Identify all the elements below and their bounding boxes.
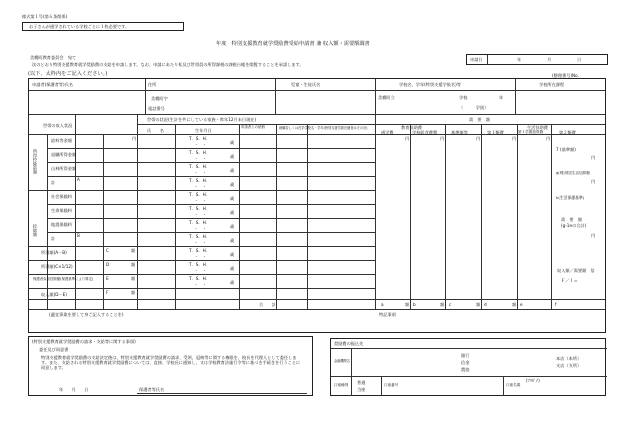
group-income: 所得控除前額 (33, 149, 38, 175)
life-col-2: 第１学期加算費 (518, 130, 544, 134)
bank-type: 農協 (461, 367, 470, 372)
life-note-1: 7 (基準額) (556, 147, 576, 152)
life-col-3: 第２類費 (559, 130, 576, 135)
life-col-1: 第１類費 (487, 130, 504, 135)
bank-header: 奨励費の振込先 (334, 341, 364, 346)
holder-label: 口座名義 (506, 383, 521, 387)
calc-code: D (106, 262, 110, 267)
special-label: 特記事項 (379, 312, 396, 317)
row-label: 退職所得金額 (51, 152, 77, 157)
col-school: 就職若しくは在学学校名・学年(特別支援学級在籍者はその旨) (279, 126, 368, 130)
addressee: 美幌町教育委員会 宛て (30, 55, 77, 60)
consent-sub: 委任及び同意書 (39, 347, 69, 352)
row-label: 地震保険料 (51, 222, 72, 227)
bank-box (330, 338, 606, 396)
holder-field[interactable] (526, 384, 604, 395)
sign-date: 年 月 日 (59, 387, 89, 392)
row-label: 山林所得金額 (51, 166, 77, 171)
consent-body: 特別支援教育就学奨励費の支給決定後は、特別支援教育就学奨励費の請求、受領、返納等に関する権限を、校長を代理人として委任します。また、支給される特別支援教育就学奨励費については、直接、学校長に通知し、又は学校教育法施行令等に基づき手続きを行うことに同意します。 (41, 355, 301, 370)
applicant-name-field[interactable] (31, 91, 143, 113)
class-paren: （ 学級） (459, 105, 489, 110)
note-text: お子さんが通学されている学校ごとに１枚必要です。 (29, 24, 130, 29)
col-name: 氏 名 (147, 128, 164, 133)
bank-type: 信金 (461, 360, 470, 365)
calc-label: 所得額(A－B) (41, 250, 67, 255)
col-birth: 生年月日 (195, 128, 212, 133)
child-name-field[interactable] (277, 91, 373, 113)
col-relation: 申請者との続柄 (241, 125, 265, 129)
calc-code: F (106, 290, 109, 295)
ratio-sub: Ｆ／ｌ＝ (561, 278, 578, 283)
life-header: 生活扶助費 (527, 125, 548, 130)
calc-label: 保護者負担控除額(保護基準により算定) (33, 277, 94, 281)
school-label: 学校名、学年(特別支援学級名)等 (399, 82, 461, 87)
group-deduction: 控除額 (33, 224, 38, 237)
acct-type: 当座 (357, 387, 366, 392)
child-label: 児童・生徒氏名 (291, 82, 321, 87)
row-code: A (77, 177, 80, 182)
consent-box (28, 336, 313, 396)
edu-header: 教育扶助費 (401, 125, 422, 130)
school-type-label: 学校所在課程 (539, 82, 565, 87)
row-label: 給料等金額 (51, 138, 72, 143)
row-label: 計 (51, 180, 56, 185)
school-kind: 学校 (459, 95, 468, 100)
date-month: 月 (547, 57, 552, 62)
life-note-3: h(生活保護基準) (556, 195, 585, 200)
school-town: 美幌町立 (378, 95, 395, 100)
main-form: 申請者(保護者等)氏名 住所 美幌町字 電話番号 児童・生徒氏名 学校名、学年(特別支援学級名)等 美幌町立 学校 年 （ 学級） 学校所在課程 世帯の収入状況 世帯の状況(生計を共にしている家族・昨年12月末日現在) 氏 名 生年月日 申請者との続柄 就職若しくは在学学校名・学年(特別支援学級在籍者はその旨) 需 要 額 教育扶助費 生活扶助費 通学費 学校給食費費 基準額等 第１類費 第１学期加算費 第２類費 円 円 円 円 円 7 (基準額) 円 g(飛)別居生活加算額 円 h(生活保護基準) 需 要 額 (g-1eの合計) 円 収入額／需要額 倍 Ｆ／ｌ＝ 所得控除前額 控除額 給料等金額 退職所得金額 山林所得金額 計 A 社会保険料 生命保険料 地震保険料 計 B 円 所得額(A－B) C 額 所得額(C×1/12) D 額 保護者負担控除額(保護基準により算定) E 額 収入額(D－E) F 額 合 計 (適宜事業を要して身ご記入することを) 特記事項 T．S．H． ・ ・ 歳 T．S．H． ・ ・ 歳 T．S．H． ・ ・ 歳 T．S．H． ・ ・ 歳 T．S．H． ・ ・ 歳 T．S．H． ・ ・ 歳 T．S．H． ・ ・ 歳 T．S．H． ・ ・ 歳 T．S．H． ・ ・ 歳 T．S．H． ・ ・ 歳 T．S．H． ・ ・ 歳 a 額 b 額 c 額 d 額 e f (28, 78, 606, 333)
grade-unit: 年 (499, 95, 504, 100)
date-year: 年 (517, 57, 522, 62)
total-label: 合 計 (259, 302, 276, 307)
branch-type: 支店（支所） (556, 363, 582, 368)
calc-label: 収入額(D－E) (41, 292, 67, 297)
applicant-label: 申請者(保護者等)氏名 (32, 82, 73, 87)
date-label: 申請日 (470, 57, 483, 62)
instruction: (以下、太枠内をご記入ください。) (28, 71, 108, 77)
calc-code: E (106, 276, 109, 281)
need-header: 需 要 額 (469, 117, 490, 122)
address-label: 住所 (148, 82, 157, 87)
note-box (22, 22, 184, 31)
intro-text: 次のとおり特別支援教育就学奨励費の支給を申請します。なお、申請にあたり私及び世帯員の所得課税の課税台帳を閲覧することを承諾します。 (32, 62, 304, 67)
row-label: 計 (51, 236, 56, 241)
row-label: 社会保険料 (51, 194, 72, 199)
acct-type: 普通 (357, 380, 366, 385)
branch-type: 本店（本所） (556, 356, 582, 361)
acct-type-label: 口座種別 (334, 383, 349, 387)
acct-no-label: 口座番号 (384, 383, 399, 387)
page-title: 年度 特別支援教育就学奨励費受給申請書 兼 収入額・需要額調書 (216, 41, 370, 47)
edu-col-1: 通学費 (381, 130, 394, 135)
address-town: 美幌町字 (151, 96, 168, 101)
edu-col-2: 学校給食費費 (412, 130, 438, 135)
edu-col-3: 基準額等 (451, 130, 468, 135)
address-field[interactable] (169, 91, 273, 103)
life-note-2: g(飛)別居生活加算額 (556, 171, 590, 175)
date-day: 日 (577, 57, 582, 62)
sign-label: 保護者等氏名 (139, 387, 165, 392)
remarks-small: (適宜事業を要して身ご記入することを) (49, 312, 124, 317)
row-code: B (77, 233, 80, 238)
row-label: 生命保険料 (51, 208, 72, 213)
need-box-title: 需 要 額 (561, 217, 582, 222)
calc-label: 所得額(C×1/12) (41, 264, 73, 269)
income-label: 世帯の収入状況 (43, 123, 73, 128)
handling-number: (整理番号)No. (552, 73, 579, 78)
date-box[interactable] (466, 54, 608, 65)
form-number: 様式第１号(第６条関係) (22, 14, 68, 19)
bank-name-label: 金融機関名 (334, 359, 350, 363)
acct-no-field[interactable] (401, 377, 501, 395)
household-header: 世帯の状況(生計を共にしている家族・昨年12月末日現在) (147, 117, 257, 122)
calc-code: C (106, 248, 109, 253)
ratio-label: 収入額／需要額 倍 (557, 268, 595, 273)
bank-type: 銀行 (461, 353, 470, 358)
consent-head: (特別支援教育就学奨励費の請求・支給等に関する事項) (32, 339, 136, 344)
kana-label: (ﾌﾘｶﾞﾅ) (526, 378, 540, 383)
need-box-sub: (g-1eの合計) (561, 223, 587, 228)
phone-label: 電話番号 (148, 106, 165, 111)
